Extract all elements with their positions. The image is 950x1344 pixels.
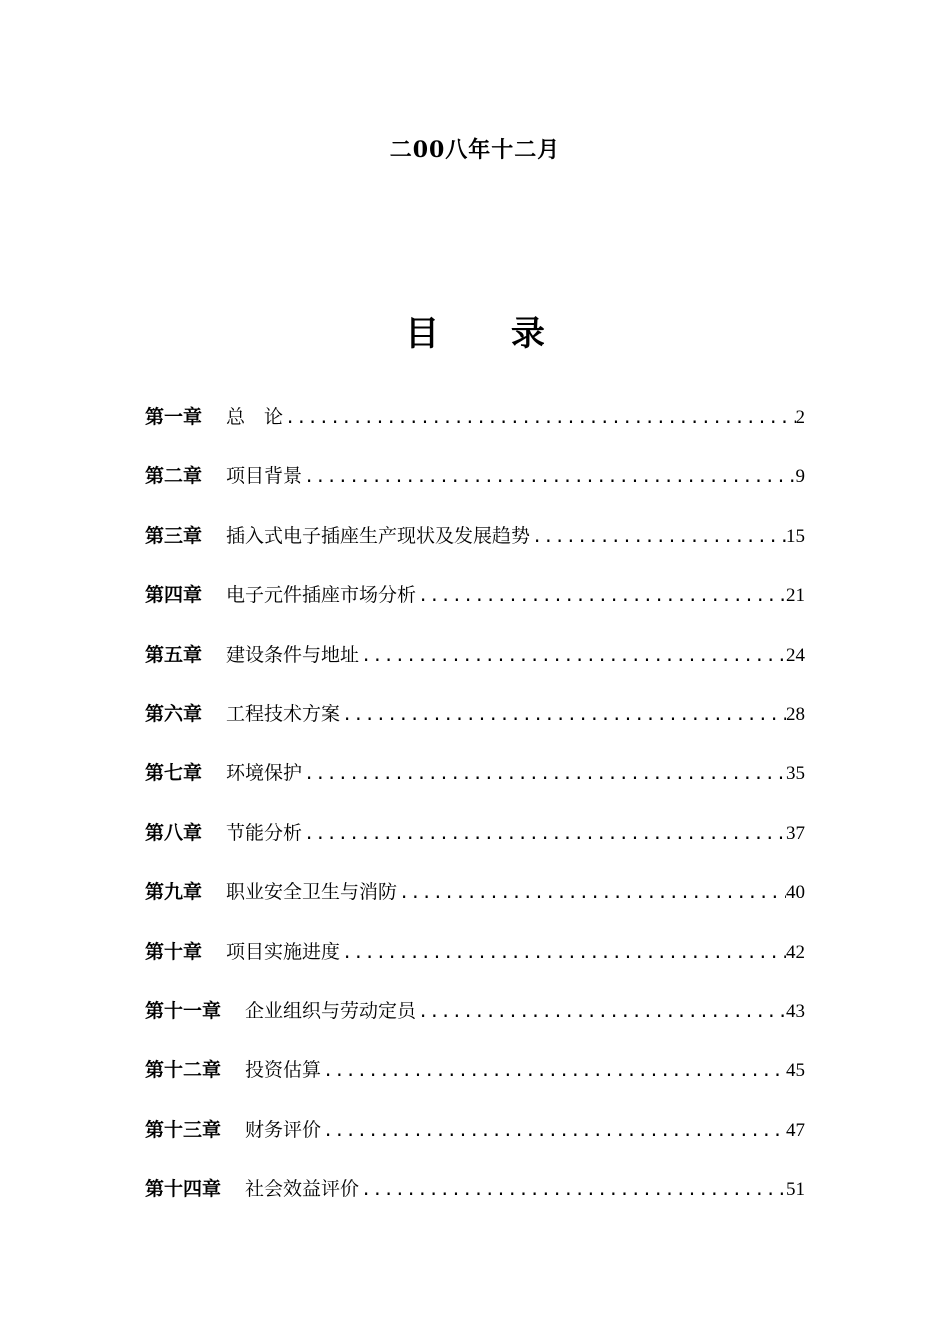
toc-chapter-title: 项目实施进度 <box>226 940 341 963</box>
toc-chapter-title: 财务评价 <box>245 1118 322 1141</box>
toc-leader-dots <box>530 527 786 547</box>
toc-page-number: 28 <box>786 703 805 725</box>
toc-page-number: 51 <box>786 1179 805 1201</box>
toc-chapter-number: 第十四章 <box>145 1178 222 1201</box>
toc-entry[interactable] <box>145 1115 805 1174</box>
toc-entry[interactable] <box>145 640 805 699</box>
toc-chapter-number: 第九章 <box>145 881 203 904</box>
toc-entry[interactable] <box>145 818 805 877</box>
toc-entry[interactable] <box>145 877 805 936</box>
toc-entry[interactable] <box>145 937 805 996</box>
toc-page-number: 37 <box>786 822 805 844</box>
toc-chapter-title: 社会效益评价 <box>245 1178 360 1201</box>
toc-entry[interactable] <box>145 758 805 817</box>
toc-heading: 目 录 <box>405 314 575 354</box>
toc-page-number: 21 <box>786 585 805 607</box>
toc-leader-dots <box>416 586 786 606</box>
toc-entry[interactable] <box>145 699 805 758</box>
toc-leader-dots <box>302 824 786 844</box>
toc-chapter-number: 第十三章 <box>145 1118 222 1141</box>
toc-chapter-title: 插入式电子插座生产现状及发展趋势 <box>226 524 531 547</box>
toc-page-number: 9 <box>795 466 805 488</box>
toc-leader-dots <box>340 943 786 963</box>
toc-leader-dots <box>397 883 786 903</box>
toc-chapter-number: 第二章 <box>145 465 203 488</box>
toc-page-number: 40 <box>786 882 805 904</box>
toc-leader-dots <box>340 705 786 725</box>
toc-page-number: 35 <box>786 763 805 785</box>
toc-page-number: 2 <box>795 407 805 428</box>
toc-leader-dots <box>302 764 786 784</box>
toc-entry[interactable] <box>145 1055 805 1114</box>
toc-chapter-title: 工程技术方案 <box>226 702 341 725</box>
toc-chapter-number: 第五章 <box>145 643 203 666</box>
toc-entry[interactable] <box>145 580 805 639</box>
toc-entry[interactable] <box>145 1174 805 1233</box>
toc-leader-dots <box>283 408 795 428</box>
toc-chapter-title: 环境保护 <box>226 762 303 785</box>
report-date: 二00八年十二月 <box>389 137 561 163</box>
toc-entry[interactable] <box>145 996 805 1055</box>
toc-chapter-number: 第八章 <box>145 821 203 844</box>
toc-page-number: 45 <box>786 1060 805 1082</box>
toc-page-number: 47 <box>786 1119 805 1141</box>
toc-chapter-title: 总 论 <box>226 406 284 428</box>
toc-chapter-title: 职业安全卫生与消防 <box>226 881 398 904</box>
toc-chapter-number: 第七章 <box>145 762 203 785</box>
toc-entry[interactable] <box>145 461 805 520</box>
toc-chapter-number: 第六章 <box>145 702 203 725</box>
toc-page-number: 42 <box>786 941 805 963</box>
toc-chapter-number: 第三章 <box>145 524 203 547</box>
toc-leader-dots <box>359 646 786 666</box>
toc-chapter-number: 第十一章 <box>145 999 222 1022</box>
toc-chapter-number: 第四章 <box>145 584 203 607</box>
toc-chapter-number: 第一章 <box>145 406 203 428</box>
toc-chapter-title: 投资估算 <box>245 1059 322 1082</box>
toc-leader-dots <box>321 1121 786 1141</box>
toc-chapter-title: 项目背景 <box>226 465 303 488</box>
toc-chapter-number: 第十章 <box>145 940 203 963</box>
toc-leader-dots <box>302 467 795 487</box>
toc-page-number: 43 <box>786 1000 805 1022</box>
toc-chapter-title: 节能分析 <box>226 821 303 844</box>
toc-leader-dots <box>359 1180 786 1200</box>
toc-chapter-number: 第十二章 <box>145 1059 222 1082</box>
toc-leader-dots <box>416 1002 786 1022</box>
toc-chapter-title: 企业组织与劳动定员 <box>245 999 417 1022</box>
toc-chapter-title: 建设条件与地址 <box>226 643 360 666</box>
toc-leader-dots <box>321 1061 786 1081</box>
table-of-contents <box>145 402 805 1233</box>
toc-page-number: 24 <box>786 644 805 666</box>
toc-page-number: 15 <box>786 525 805 547</box>
toc-entry[interactable] <box>145 521 805 580</box>
toc-entry[interactable] <box>145 402 805 461</box>
toc-chapter-title: 电子元件插座市场分析 <box>226 584 417 607</box>
